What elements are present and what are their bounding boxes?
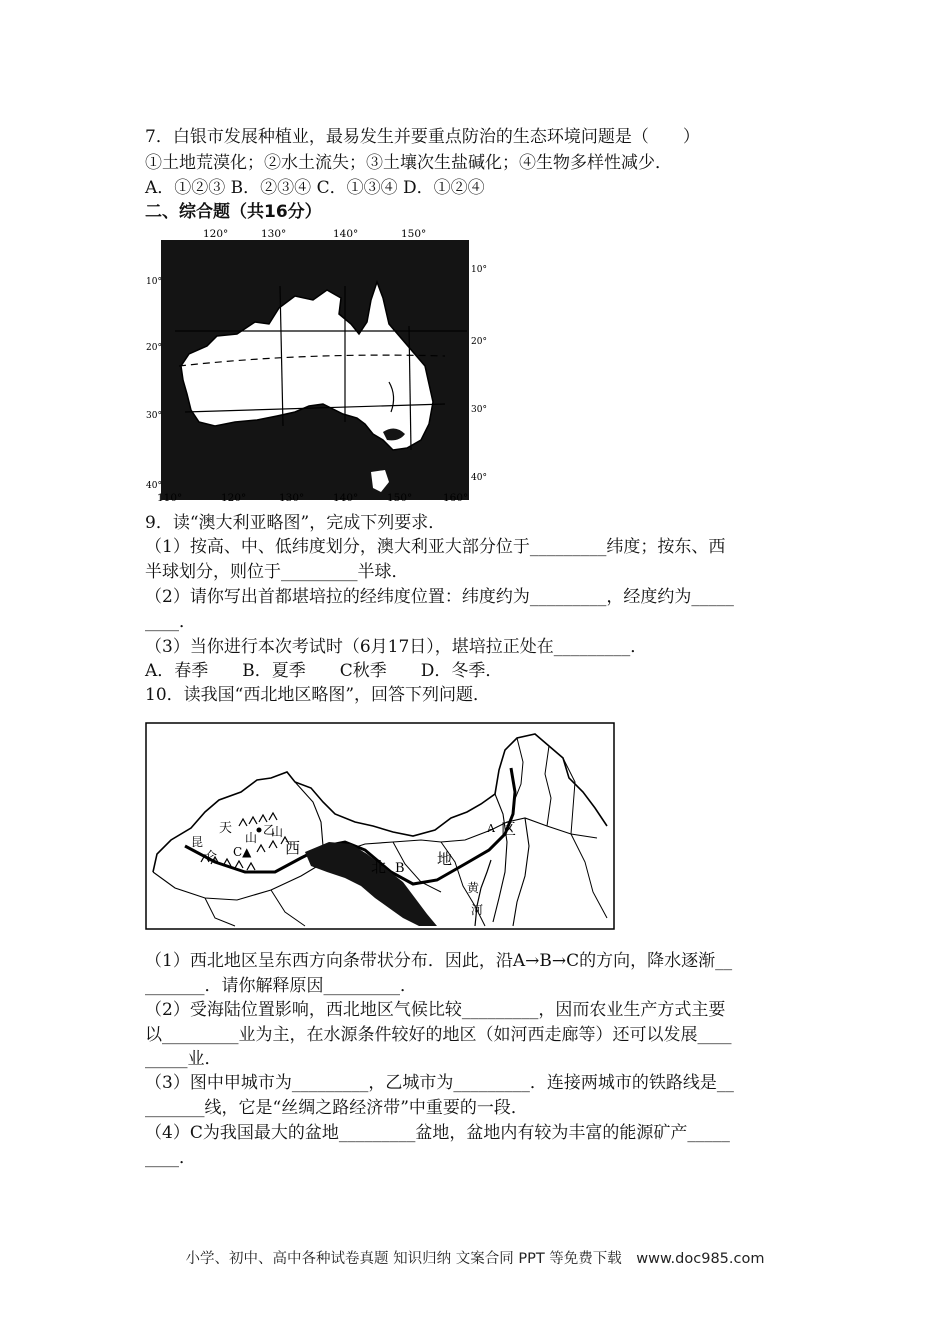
map-label: 区 — [501, 820, 517, 838]
section-heading: 二、综合题（共16分） — [145, 202, 322, 222]
australia-map — [145, 226, 495, 502]
lon-label-bottom: 160° — [443, 492, 469, 502]
q7-stem: 7．白银市发展种植业，最易发生并要重点防治的生态环境问题是（ ） — [145, 127, 700, 147]
lon-label-bottom: 130° — [279, 492, 305, 502]
lat-label-right: 20° — [471, 337, 487, 347]
q9-line: 9．读“澳大利亚略图”，完成下列要求． — [145, 513, 446, 533]
lon-label-top: 120° — [203, 228, 229, 240]
q10-line: _______线，它是“丝绸之路经济带”中重要的一段． — [145, 1098, 528, 1118]
q10-line: （4）C为我国最大的盆地_________盆地，盆地内有较为丰富的能源矿产_____ — [145, 1123, 730, 1143]
lat-label-right: 30° — [471, 405, 487, 415]
q9-line: A．春季 B．夏季 C秋季 D．冬季． — [145, 661, 503, 681]
lat-label-left: 30° — [146, 411, 162, 421]
q10-line: （3）图中甲城市为_________，乙城市为_________．连接两城市的铁路线是__ — [145, 1073, 734, 1093]
map-label: B — [395, 861, 405, 876]
map-label: 北 — [371, 858, 387, 876]
q10-line: ____． — [145, 1148, 196, 1168]
map-label: 山 — [271, 825, 284, 839]
lat-label-left: 10° — [146, 277, 162, 287]
lon-label-top: 130° — [261, 228, 287, 240]
map-label: 仑 — [205, 849, 218, 863]
map-label: 乙 — [263, 823, 276, 837]
lat-label-right: 10° — [471, 265, 487, 275]
lon-label-bottom: 140° — [333, 492, 359, 502]
lat-label-left: 40° — [146, 481, 162, 491]
q9-line: （2）请你写出首都堪培拉的经纬度位置：纬度约为_________，经度约为_____ — [145, 587, 734, 607]
q9-line: 半球划分，则位于_________半球． — [145, 562, 409, 582]
map-label: 山 — [343, 892, 354, 905]
page-footer: 小学、初中、高中各种试卷真题 知识归纳 文案合同 PPT 等免费下载 www.doc985.com — [185, 1251, 765, 1267]
lon-label-bottom: 150° — [387, 492, 413, 502]
q10-line: （2）受海陆位置影响，西北地区气候比较_________，因而农业生产方式主要 — [145, 1000, 726, 1020]
q10-title: 10．读我国“西北地区略图”，回答下列问题． — [145, 685, 491, 705]
q10-line: 以_________业为主，在水源条件较好的地区（如河西走廊等）还可以发展____ — [145, 1025, 732, 1045]
lon-label-top: 150° — [401, 228, 427, 240]
q7-items: ①土地荒漠化；②水土流失；③土壤次生盐碱化；④生物多样性减少． — [145, 153, 672, 173]
map-label: 山 — [245, 831, 258, 845]
map-label: 昆 — [191, 835, 204, 849]
q9-line: ____． — [145, 612, 196, 632]
map-label: C▲ — [233, 845, 252, 859]
map-label: 黄 — [467, 881, 480, 895]
lat-label-left: 20° — [146, 343, 162, 353]
lon-label-bottom: 110° — [157, 492, 183, 502]
map-label: 祁 — [317, 876, 328, 889]
q10-line: _______．请你解释原因_________． — [145, 976, 417, 996]
q9-line: （3）当你进行本次考试时（6月17日），堪培拉正处在_________． — [145, 637, 648, 657]
map-label: A — [487, 822, 495, 835]
northwest-china-map — [145, 722, 617, 930]
q10-line: （1）西北地区呈东西方向条带状分布．因此，沿A→B→C的方向，降水逐渐__ — [145, 951, 733, 971]
q9-line: （1）按高、中、低纬度划分，澳大利亚大部分位于_________纬度；按东、西 — [145, 537, 726, 557]
map-label: 地 — [437, 850, 453, 868]
map-label: 河 — [471, 903, 484, 917]
q10-line: _____业． — [145, 1049, 222, 1069]
lon-label-top: 140° — [333, 228, 359, 240]
q7-options: A．①②③ B．②③④ C．①③④ D．①②④ — [145, 178, 485, 198]
map-label: 西 — [285, 839, 301, 857]
lon-label-bottom: 120° — [221, 492, 247, 502]
map-label: 连 — [331, 884, 342, 897]
lat-label-right: 40° — [471, 473, 487, 483]
map-label: 天 — [219, 821, 233, 836]
